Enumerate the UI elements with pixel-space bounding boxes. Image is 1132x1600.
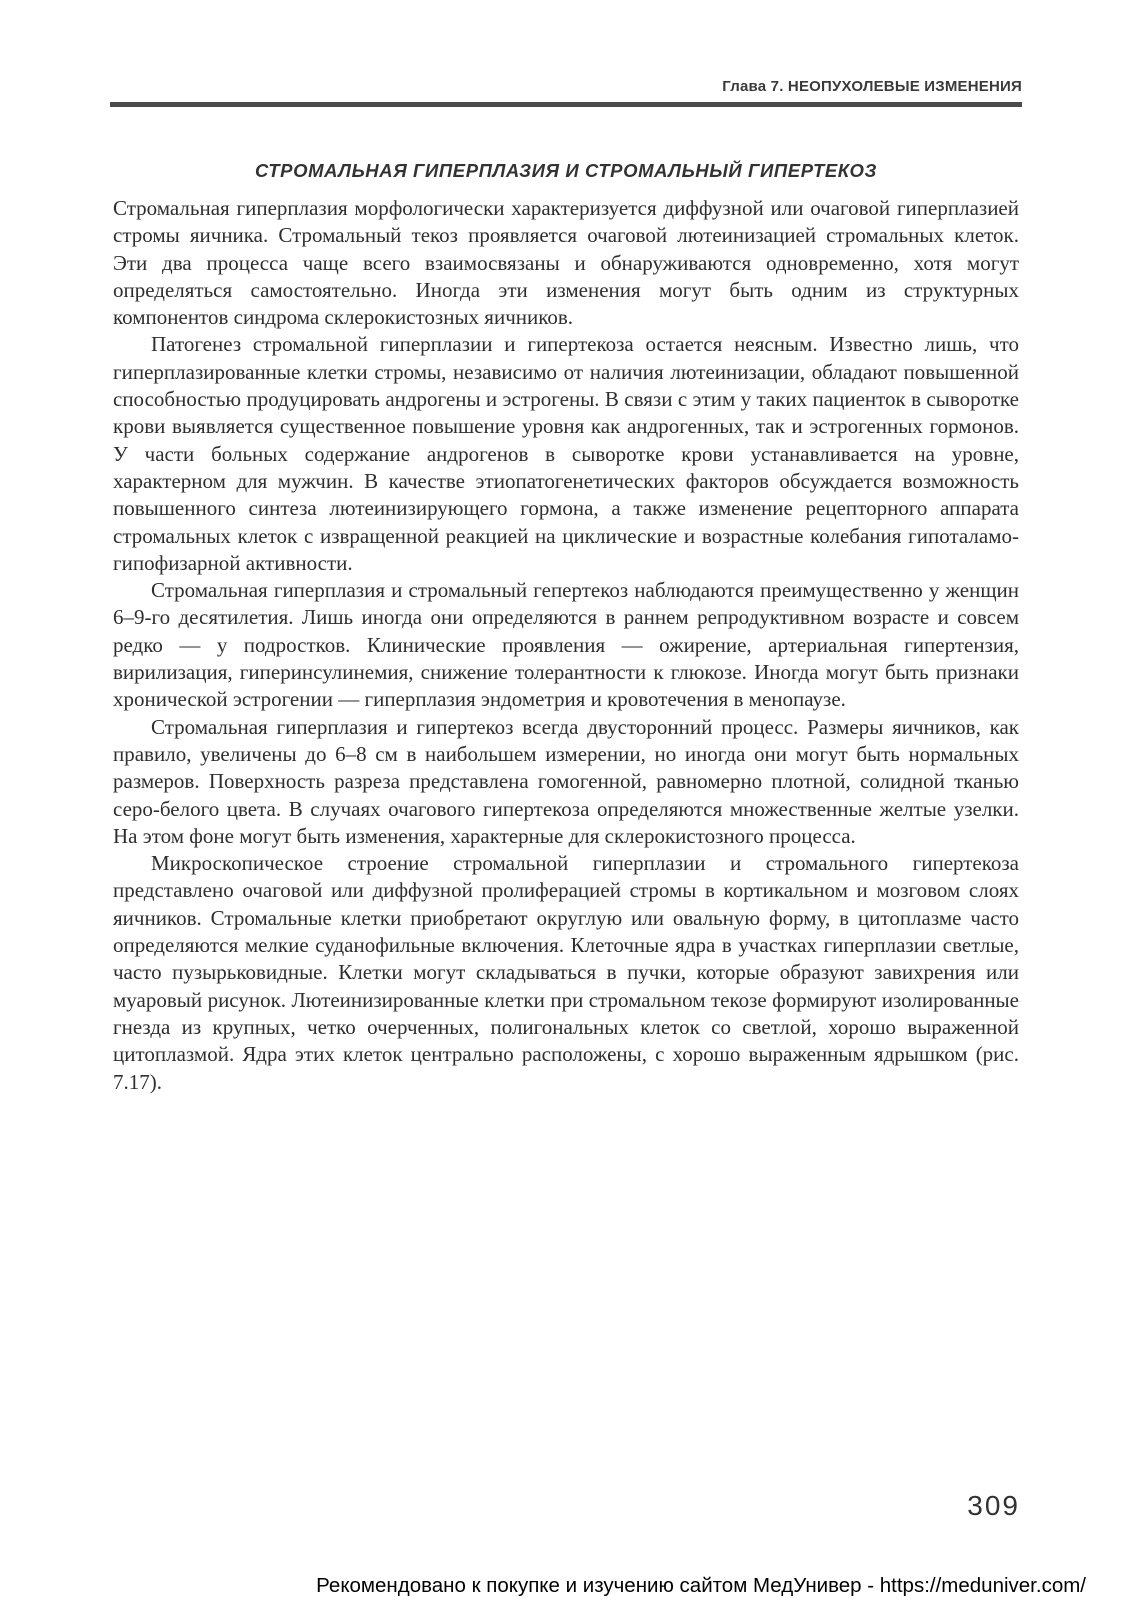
section-title: СТРОМАЛЬНАЯ ГИПЕРПЛАЗИЯ И СТРОМАЛЬНЫЙ ГИПЕРТЕКОЗ bbox=[254, 160, 877, 181]
paragraph-5: Микроскопическое строение стромальной гиперплазии и стромального гипертекоза представлено очаговой или диффузной пролиферацией стромы в кортикальном и мозговом слоях яичников. Стромальные клетки приобретают округлую или овальную форму, в цитоплазме часто определяются мелкие суданофильные включения. Клеточные ядра в участках гиперплазии светлые, часто пузырьковидные. Клетки могут складываться в пучки, которые образуют завихрения или муаровый рисунок. Лютеинизированные клетки при стромальном текозе формируют изолированные гнезда из крупных, четко очерченных, полигональных клеток со светлой, хорошо выраженной цитоплазмой. Ядра этих клеток центрально расположены, с хорошо выраженным ядрышком (рис. 7.17). bbox=[113, 851, 1019, 1094]
running-head: Глава 7. НЕОПУХОЛЕВЫЕ ИЗМЕНЕНИЯ bbox=[722, 78, 1022, 95]
paragraph-4: Стромальная гиперплазия и гипертекоз всегда двусторонний процесс. Размеры яичников, как правило, увеличены до 6–8 см в наибольшем измерении, но иногда они могут быть нормальных размеров. Поверхность разреза представлена гомогенной, равномерно плотной, солидной тканью серо-белого цвета. В случаях очагового гипертекоза определяются множественные желтые узелки. На этом фоне могут быть изменения, характерные для склерокистозного процесса. bbox=[113, 714, 1019, 848]
page-number: 309 bbox=[967, 1490, 1020, 1521]
paragraph-3: Стромальная гиперплазия и стромальный гепертекоз наблюдаются преимущественно у женщин 6–9-го десятилетия. Лишь иногда они определяются в раннем репродуктивном возрасте и совсем редко — у подростков. Клинические проявления — ожирение, артериальная гипертензия, вирилизация, гиперинсулинемия, снижение толерантности к глюкозе. Иногда могут быть признаки хронической эстрогении — гиперплазия эндометрия и кровотечения в менопаузе. bbox=[113, 578, 1019, 712]
header-rule bbox=[110, 102, 1022, 107]
footer-recommendation: Рекомендовано к покупке и изучению сайтом МедУнивер - https://meduniver.com/ bbox=[316, 1574, 1086, 1597]
paragraph-2: Патогенез стромальной гиперплазии и гипертекоза остается неясным. Известно лишь, что гиперплазированные клетки стромы, независимо от наличия лютеинизации, обладают повышенной способностью продуцировать андрогены и эстрогены. В связи с этим у таких пациенток в сыворотке крови выявляется существенное повышение уровня как андрогенных, так и эстрогенных гормонов. У части больных содержание андрогенов в сыворотке крови устанавливается на уровне, характерном для мужчин. В качестве этиопатогенетических факторов обсуждается возможность повышенного синтеза лютеинизирующего гормона, а также изменение рецепторного аппарата стромальных клеток с извращенной реакцией на циклические и возрастные колебания гипоталамо-гипофизарной активности. bbox=[113, 332, 1019, 575]
body-text bbox=[113, 195, 1019, 1096]
paragraph-1: Стромальная гиперплазия морфологически характеризуется диффузной или очаговой гиперплазией стромы яичника. Стромальный текоз проявляется очаговой лютеинизацией стромальных клеток. Эти два процесса чаще всего взаимосвязаны и обнаруживаются одновременно, хотя могут определяться самостоятельно. Иногда эти изменения могут быть одним из структурных компонентов синдрома склерокистозных яичников. bbox=[113, 196, 1019, 330]
